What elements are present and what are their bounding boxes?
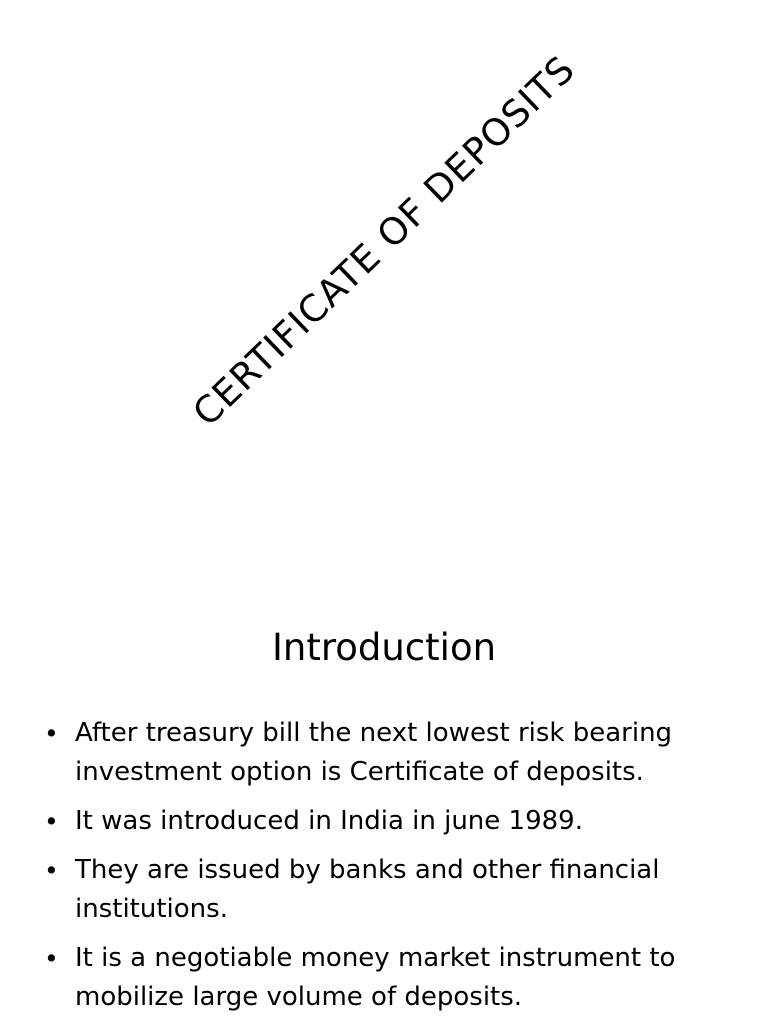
slide-title: CERTIFICATE OF DEPOSITS	[184, 47, 584, 435]
bullet-item	[44, 939, 744, 1017]
bullet-item	[44, 802, 744, 841]
bullet-text: It is a negotiable money market instrument to mobilize large volume of deposits.	[75, 943, 676, 1012]
bullet-text: They are issued by banks and other financial institutions.	[75, 855, 660, 924]
bullet-text: After treasury bill the next lowest risk bearing investment option is Certificate of deposits.	[75, 718, 673, 787]
bullet-item	[44, 714, 744, 792]
bullet-icon: •	[44, 719, 59, 748]
section-heading: Introduction	[271, 626, 497, 669]
bullet-item	[44, 851, 744, 929]
bullet-icon: •	[44, 856, 59, 885]
bullet-text: It was introduced in India in june 1989.	[75, 806, 583, 836]
bullet-icon: •	[44, 807, 59, 836]
bullet-icon: •	[44, 944, 59, 973]
bullet-list	[44, 714, 744, 1027]
